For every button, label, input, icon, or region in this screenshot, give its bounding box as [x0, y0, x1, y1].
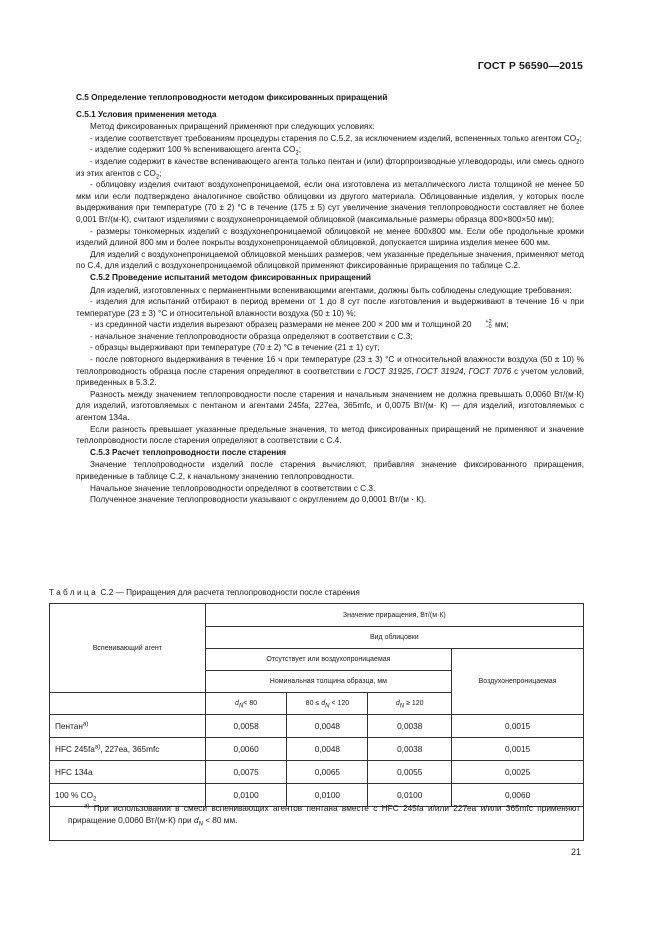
list-item-text: - изделие содержит в качестве вспенивающего агента только пентан и (или) фторпроизводные углеводороды, или смесь одного из этих агентов с CO [76, 156, 584, 178]
list-item: - размеры тонкомерных изделий с воздухонепроницаемой облицовкой не менее 600х800 мм. Если обе продольные кромки изделий длиной 800 мм и более покрыты воздухонепроницаемой облицовкой, допускается ширина изделия менее 600 мм. [76, 226, 584, 248]
header-thickness-2 [287, 693, 368, 715]
footnote-mark: а) [82, 720, 89, 727]
standard-reference: ГОСТ 31925 [364, 366, 412, 376]
agent-name: 100 % CO [55, 790, 94, 800]
table-row [50, 715, 584, 738]
value-cell: 0,0075 [205, 761, 287, 784]
thickness-range: < 80 [243, 700, 258, 707]
list-item: - облицовку изделия считают воздухонепроницаемой, если она изготовлена из металлического листа толщиной не менее 50 мкм или если подтверждено аналогичное свойство облицовки из другого материала. Облицованные изделия, у которых после выдерживания при температуре (70 ± 2) °С в течение (175 ± 5) сут увеличение значения теплопроводности составляет не более 0,001 Вт/(м·К), считают изделиями с воздухонепроницаемой облицовкой (максимальные размеры образца 800×800×50 мм); [76, 180, 584, 224]
value-cell: 0,0060 [205, 738, 287, 761]
agent-cell [50, 738, 206, 761]
table-title [49, 588, 360, 597]
header-value: Значение приращения, Вт/(м·К) [205, 604, 583, 627]
subscript: 2 [295, 151, 299, 158]
header-agent: Вспенивающий агент [50, 604, 206, 693]
page-number: 21 [570, 847, 581, 857]
agent-name: Пентан [55, 721, 83, 731]
paragraph: Для изделий с воздухонепроницаемой облицовкой меньших размеров, чем указанные предельные значения, применяют метод по С.4, для изделий с воздухонепроницаемой облицовкой применяют фиксированные приращения по таблице С.2. [76, 249, 584, 271]
thickness-range-end: < 120 [329, 700, 350, 707]
value-cell: 0,0100 [205, 784, 287, 807]
d-symbol: d [395, 700, 400, 707]
d-symbol: d [193, 815, 199, 825]
section-c53-title: С.5.3 Расчет теплопроводности после старения [90, 447, 287, 457]
tolerance [471, 320, 491, 330]
header-thickness-1 [205, 693, 287, 715]
header-absent: Отсутствует или воздухопроницаемая [205, 649, 451, 671]
list-item-text-end: мм; [492, 320, 509, 330]
value-cell: 0,0055 [368, 761, 452, 784]
section-c5-title: С.5 Определение теплопроводности методом фиксированных приращений [76, 93, 388, 102]
footnote-mark: а) [84, 803, 90, 810]
value-cell: 0,0025 [452, 761, 584, 784]
list-item-text: - из срединной части изделия вырезают образец размерами не менее 200 × 200 мм и толщиной 20 [90, 320, 472, 330]
footnote-mark: а) [94, 743, 101, 750]
header-nominal: Номинальная толщина образца, мм [205, 671, 451, 693]
list-item-text-end: с учетом условий, приведенных в 5.3.2. [76, 366, 584, 388]
punct: ; [159, 168, 162, 178]
paragraph: Разность между значением теплопроводности после старения и начальным значением не должна превышать 0,0060 Вт/(м·К) для изделий, изготовляемых с пентаном и агентами 245fa, 227еа, 365mfc, и 0,0075 Вт/(м· К) — для изделий, изготовляемых с агентом 134a. [76, 389, 584, 423]
section-c51-title: С.5.1 Условия применения метода [76, 109, 217, 119]
list-item-text: - изделие содержит 100 % вспенивающего агента CO [90, 145, 296, 155]
value-cell: 0,0048 [287, 715, 368, 738]
n-subscript: N [325, 703, 330, 710]
thickness-range: ≥ 120 [404, 700, 424, 707]
header-airtight: Воздухонепроницаемая [452, 649, 584, 715]
table-row [50, 738, 584, 761]
list-item [76, 144, 584, 156]
punct: , [411, 366, 417, 376]
table-row [50, 761, 584, 784]
n-subscript: N [198, 821, 203, 828]
agent-name-tail: , 227ea, 365mfc [100, 744, 160, 754]
list-item [76, 354, 584, 389]
n-subscript: N [399, 703, 405, 710]
table-title-text: С.2 — Приращения для расчета теплопроводности после старения [98, 588, 360, 597]
list-item-text: - после повторного выдерживания в течение 16 ч при температуре (23 ± 3) °С и относительной влажности воздуха (50 ± 10) % теплопроводность образца после старения определяют в соответствии с [76, 355, 584, 376]
n-subscript: N [238, 703, 244, 710]
list-item [76, 156, 584, 179]
agent-cell [50, 715, 206, 738]
value-cell: 0,0048 [287, 738, 368, 761]
main-text [76, 92, 584, 506]
list-item [76, 319, 584, 331]
paragraph: Начальное значение теплопроводности определяют в соответствии с С.3. [90, 483, 376, 493]
paragraph: Значение теплопроводности изделий после старения вычисляют, прибавляя значение фиксированного приращения, приведенные в таблице С.2, к начальному значению теплопроводности. [76, 460, 584, 481]
list-item [76, 133, 584, 145]
value-cell: 0,0100 [287, 784, 368, 807]
tolerance-plus: +2 [485, 319, 492, 326]
thickness-range-start: 80 ≤ [305, 700, 322, 707]
agent-cell: HFC 134a [50, 761, 206, 784]
list-item: - образцы выдерживают при температуре (70 ± 2) °С в течение (21 ± 1) сут; [90, 343, 380, 353]
footnote-text: При использовании в смеси вспенивающих агентов пентана вместе с HFC 245fa и/или 227ea и/или 365mfc применяют приращение 0,0060 Вт/(м·К) при [68, 804, 580, 825]
section-c52-title: С.5.2 Проведение испытаний методом фиксированных приращений [90, 272, 371, 282]
footnote-end: < 80 мм. [202, 815, 238, 825]
value-cell: 0,0058 [205, 715, 287, 738]
punct: , [463, 366, 469, 376]
paragraph: Полученное значение теплопроводности указывают с округлением до 0,0001 Вт/(м · К). [90, 495, 427, 505]
standard-reference: ГОСТ 7076 [468, 366, 512, 376]
list-item-text: - изделие соответствует требованиям процедуры старения по С.5.2, за исключением изделий, вспененных только агентом CO [90, 133, 577, 143]
subscript: 2 [93, 796, 97, 803]
punct: ; [579, 133, 582, 143]
tolerance-minus: −0 [485, 324, 492, 331]
agent-name: HFC 245fa [55, 744, 95, 754]
value-cell: 0,0100 [368, 784, 452, 807]
value-cell: 0,0038 [368, 738, 452, 761]
punct: ; [298, 145, 302, 155]
d-symbol: d [321, 700, 326, 707]
header-facing: Вид облицовки [205, 627, 583, 649]
paragraph: Если разность превышает указанные предельные значения, то метод фиксированных приращений не применяют и значение теплопроводности после старения определяют в соответствии с С.4. [76, 424, 584, 446]
value-cell: 0,0065 [287, 761, 368, 784]
paragraph: Метод фиксированных приращений применяют при следующих условиях: [90, 122, 375, 132]
list-item: - начальное значение теплопроводности образца определяют в соответствии с С.3; [90, 331, 413, 341]
standard-code: ГОСТ Р 56590—2015 [477, 60, 583, 72]
standard-reference: ГОСТ 31924 [416, 366, 464, 376]
list-item: - изделия для испытаний отбирают в период времени от 1 до 8 сут после изготовления и выдерживают в течение 16 ч при температуре (23 ± 3) °С и относительной влажности воздуха (50 ± 10) %; [76, 297, 584, 318]
header-thickness-3 [368, 693, 452, 715]
paragraph: Для изделий, изготовленных с перманентными вспенивающими агентами, должны быть соблюдены следующие требования: [90, 285, 572, 295]
subscript: 2 [155, 174, 160, 181]
table-title-word: Таблица [49, 588, 99, 597]
value-cell: 0,0038 [368, 715, 452, 738]
table-footnote [68, 803, 580, 827]
value-cell: 0,0060 [452, 784, 584, 807]
value-cell: 0,0015 [452, 738, 584, 761]
d-symbol: d [235, 700, 239, 707]
header-thickness-blank [50, 693, 206, 715]
value-cell: 0,0015 [452, 715, 584, 738]
subscript: 2 [576, 139, 580, 146]
